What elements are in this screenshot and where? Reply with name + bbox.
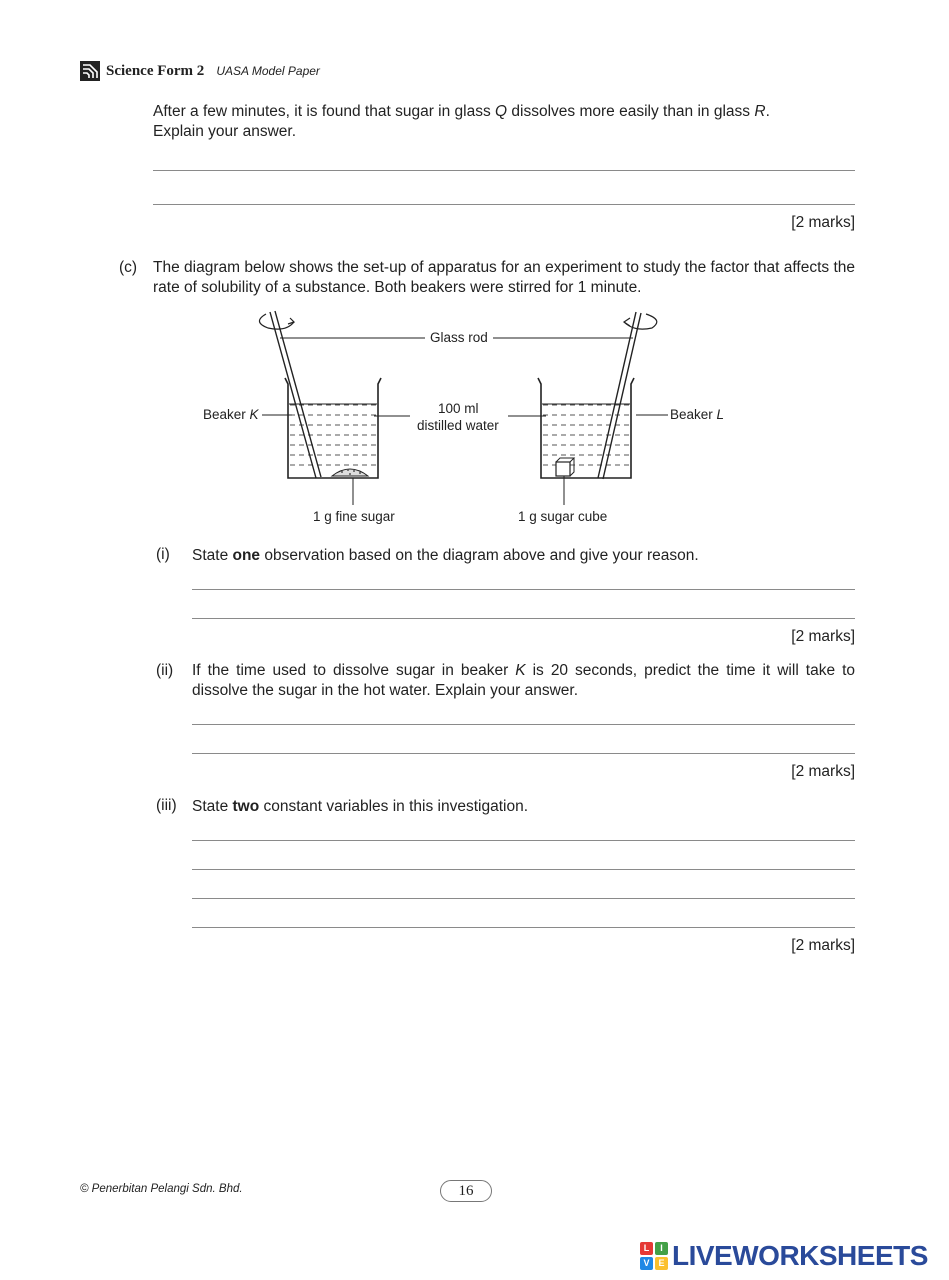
- answer-line[interactable]: [153, 170, 855, 171]
- answer-line[interactable]: [192, 618, 855, 619]
- answer-line[interactable]: [192, 724, 855, 725]
- page-number: 16: [440, 1180, 492, 1202]
- sub-question-iii-text: State two constant variables in this investigation.: [192, 798, 529, 815]
- publisher-logo-icon: [80, 61, 100, 81]
- water-type-label: distilled water: [417, 418, 499, 433]
- liveworksheets-logo-icon: L I V E: [640, 1242, 668, 1270]
- apparatus-diagram: [190, 300, 750, 535]
- question-b-text: After a few minutes, it is found that sugar in glass Q dissolves more easily than in glass R. Explain your answer.: [153, 103, 770, 140]
- answer-line[interactable]: [192, 898, 855, 899]
- answer-line[interactable]: [192, 927, 855, 928]
- answer-line[interactable]: [192, 753, 855, 754]
- answer-line[interactable]: [192, 589, 855, 590]
- fine-sugar-label: 1 g fine sugar: [313, 509, 395, 524]
- sub-question-i-number: (i): [156, 546, 170, 563]
- marks-label: [2 marks]: [791, 628, 855, 645]
- answer-line[interactable]: [153, 204, 855, 205]
- sugar-cube: [556, 462, 570, 476]
- beaker-k-label: Beaker K: [203, 407, 259, 422]
- water-volume-label: 100 ml: [438, 401, 479, 416]
- sub-question-i-text: State one observation based on the diagram above and give your reason.: [192, 547, 699, 564]
- beaker-l: [538, 312, 657, 479]
- beaker-l-label: Beaker L: [670, 407, 725, 422]
- answer-line[interactable]: [192, 869, 855, 870]
- publisher-credit: © Penerbitan Pelangi Sdn. Bhd.: [80, 1183, 243, 1195]
- liveworksheets-brand: LIVEWORKSHEETS: [672, 1240, 928, 1271]
- sub-question-iii-number: (iii): [156, 797, 177, 814]
- beaker-k: [259, 311, 381, 478]
- answer-line[interactable]: [192, 840, 855, 841]
- glass-rod-label: Glass rod: [430, 330, 488, 345]
- marks-label: [2 marks]: [791, 214, 855, 231]
- page-header: [80, 60, 320, 82]
- question-c-number: (c): [119, 259, 138, 276]
- glass-rod-k: [270, 312, 316, 478]
- sub-question-ii-text: If the time used to dissolve sugar in beaker K is 20 seconds, predict the time it will take to dissolve the sugar in the hot water. Explain your answer.: [192, 662, 855, 699]
- marks-label: [2 marks]: [791, 763, 855, 780]
- liveworksheets-watermark: [640, 1240, 928, 1272]
- question-c-text: The diagram below shows the set-up of apparatus for an experiment to study the factor that affects the rate of solubility of a substance. Both beakers were stirred for 1 minute.: [153, 259, 855, 296]
- sugar-cube-label: 1 g sugar cube: [518, 509, 608, 524]
- subject-title: Science Form 2: [106, 62, 205, 79]
- sub-question-ii-number: (ii): [156, 662, 174, 679]
- marks-label: [2 marks]: [791, 937, 855, 954]
- paper-title: UASA Model Paper: [216, 64, 320, 78]
